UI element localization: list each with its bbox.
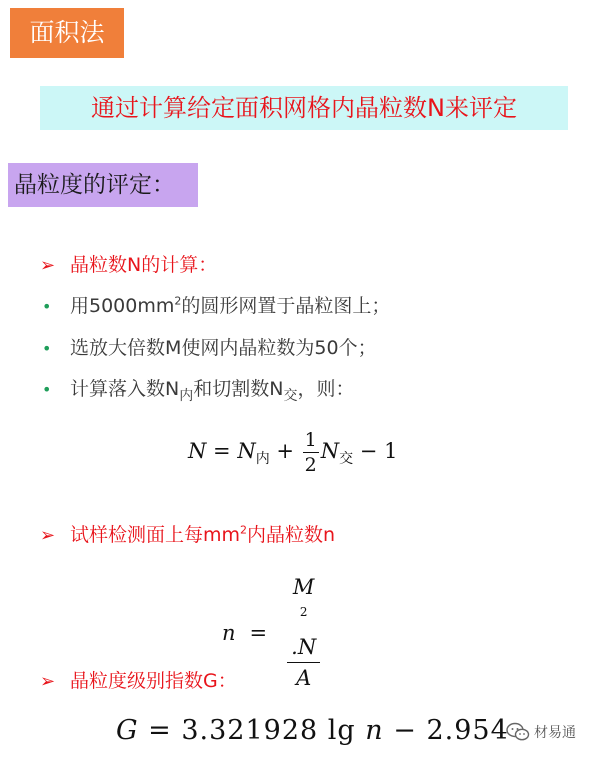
page-title: 面积法 (29, 18, 105, 47)
item-text: 用5000mm (70, 295, 175, 317)
dot-bullet-icon: • (42, 380, 52, 399)
formula-var: N (320, 439, 340, 463)
formula-var: n (222, 620, 236, 645)
formula-var: G (116, 715, 139, 746)
formula-var: M (292, 575, 315, 599)
fraction-denominator: 2 (304, 454, 317, 476)
formula-op: − 2.954 (383, 715, 509, 746)
formula-op: − 1 (353, 439, 398, 463)
fraction-denominator: A (296, 666, 312, 690)
formula-var: .N (291, 635, 317, 659)
item-text: 晶粒数N的计算： (70, 254, 218, 276)
section-heading-text: 晶粒度的评定： (14, 172, 175, 198)
item-text: 的圆形网置于晶粒图上； (181, 295, 391, 317)
formula-op: + (269, 439, 301, 463)
subscript: 交 (283, 388, 298, 404)
formula-var: N (188, 439, 207, 463)
list-item-grains-per-mm2 (40, 520, 335, 547)
fraction-numerator (287, 572, 320, 663)
formula-var: N (237, 439, 256, 463)
superscript: 2 (240, 523, 248, 537)
item-text: 选放大倍数M使网内晶粒数为50个； (70, 337, 377, 359)
item-text: 和切割数N (193, 378, 284, 400)
formula-op: = (249, 620, 268, 645)
watermark-text: 材易通 (534, 725, 576, 741)
arrow-bullet-icon: ➢ (40, 255, 56, 276)
item-text: 计算落入数N (70, 378, 180, 400)
formula-superscript: 2 (299, 605, 308, 619)
formula-grain-size-g (116, 715, 509, 746)
formula-subscript: 交 (339, 451, 354, 467)
item-text: ，则： (297, 378, 355, 400)
list-item-magnification (40, 333, 377, 360)
formula-grain-count (188, 428, 397, 477)
section-heading (8, 163, 198, 207)
title-box (10, 8, 124, 58)
watermark (506, 722, 576, 742)
subtitle-box (40, 86, 568, 130)
item-text: 试样检测面上每mm (70, 524, 241, 546)
subtitle-text: 通过计算给定面积网格内晶粒数N来评定 (91, 94, 517, 122)
list-item-count-formula (40, 374, 355, 404)
list-item-circular-grid (40, 291, 390, 318)
item-text: 内晶粒数n (247, 524, 336, 546)
superscript: 2 (174, 294, 182, 308)
formula-fraction (287, 572, 320, 693)
formula-subscript: 内 (255, 451, 270, 467)
dot-bullet-icon: • (42, 339, 52, 358)
wechat-icon (506, 722, 530, 742)
arrow-bullet-icon: ➢ (40, 671, 56, 692)
formula-op: = (206, 439, 238, 463)
list-item-grain-count (40, 250, 217, 277)
formula-fraction (303, 428, 319, 477)
subscript: 内 (179, 388, 194, 404)
item-text: 晶粒度级别指数G： (70, 670, 237, 692)
formula-var: n (365, 715, 384, 746)
dot-bullet-icon: • (42, 297, 52, 316)
arrow-bullet-icon: ➢ (40, 525, 56, 546)
list-item-grain-size-index (40, 666, 237, 693)
formula-op: = 3.321928 lg (138, 715, 366, 746)
fraction-numerator: 1 (304, 429, 317, 451)
